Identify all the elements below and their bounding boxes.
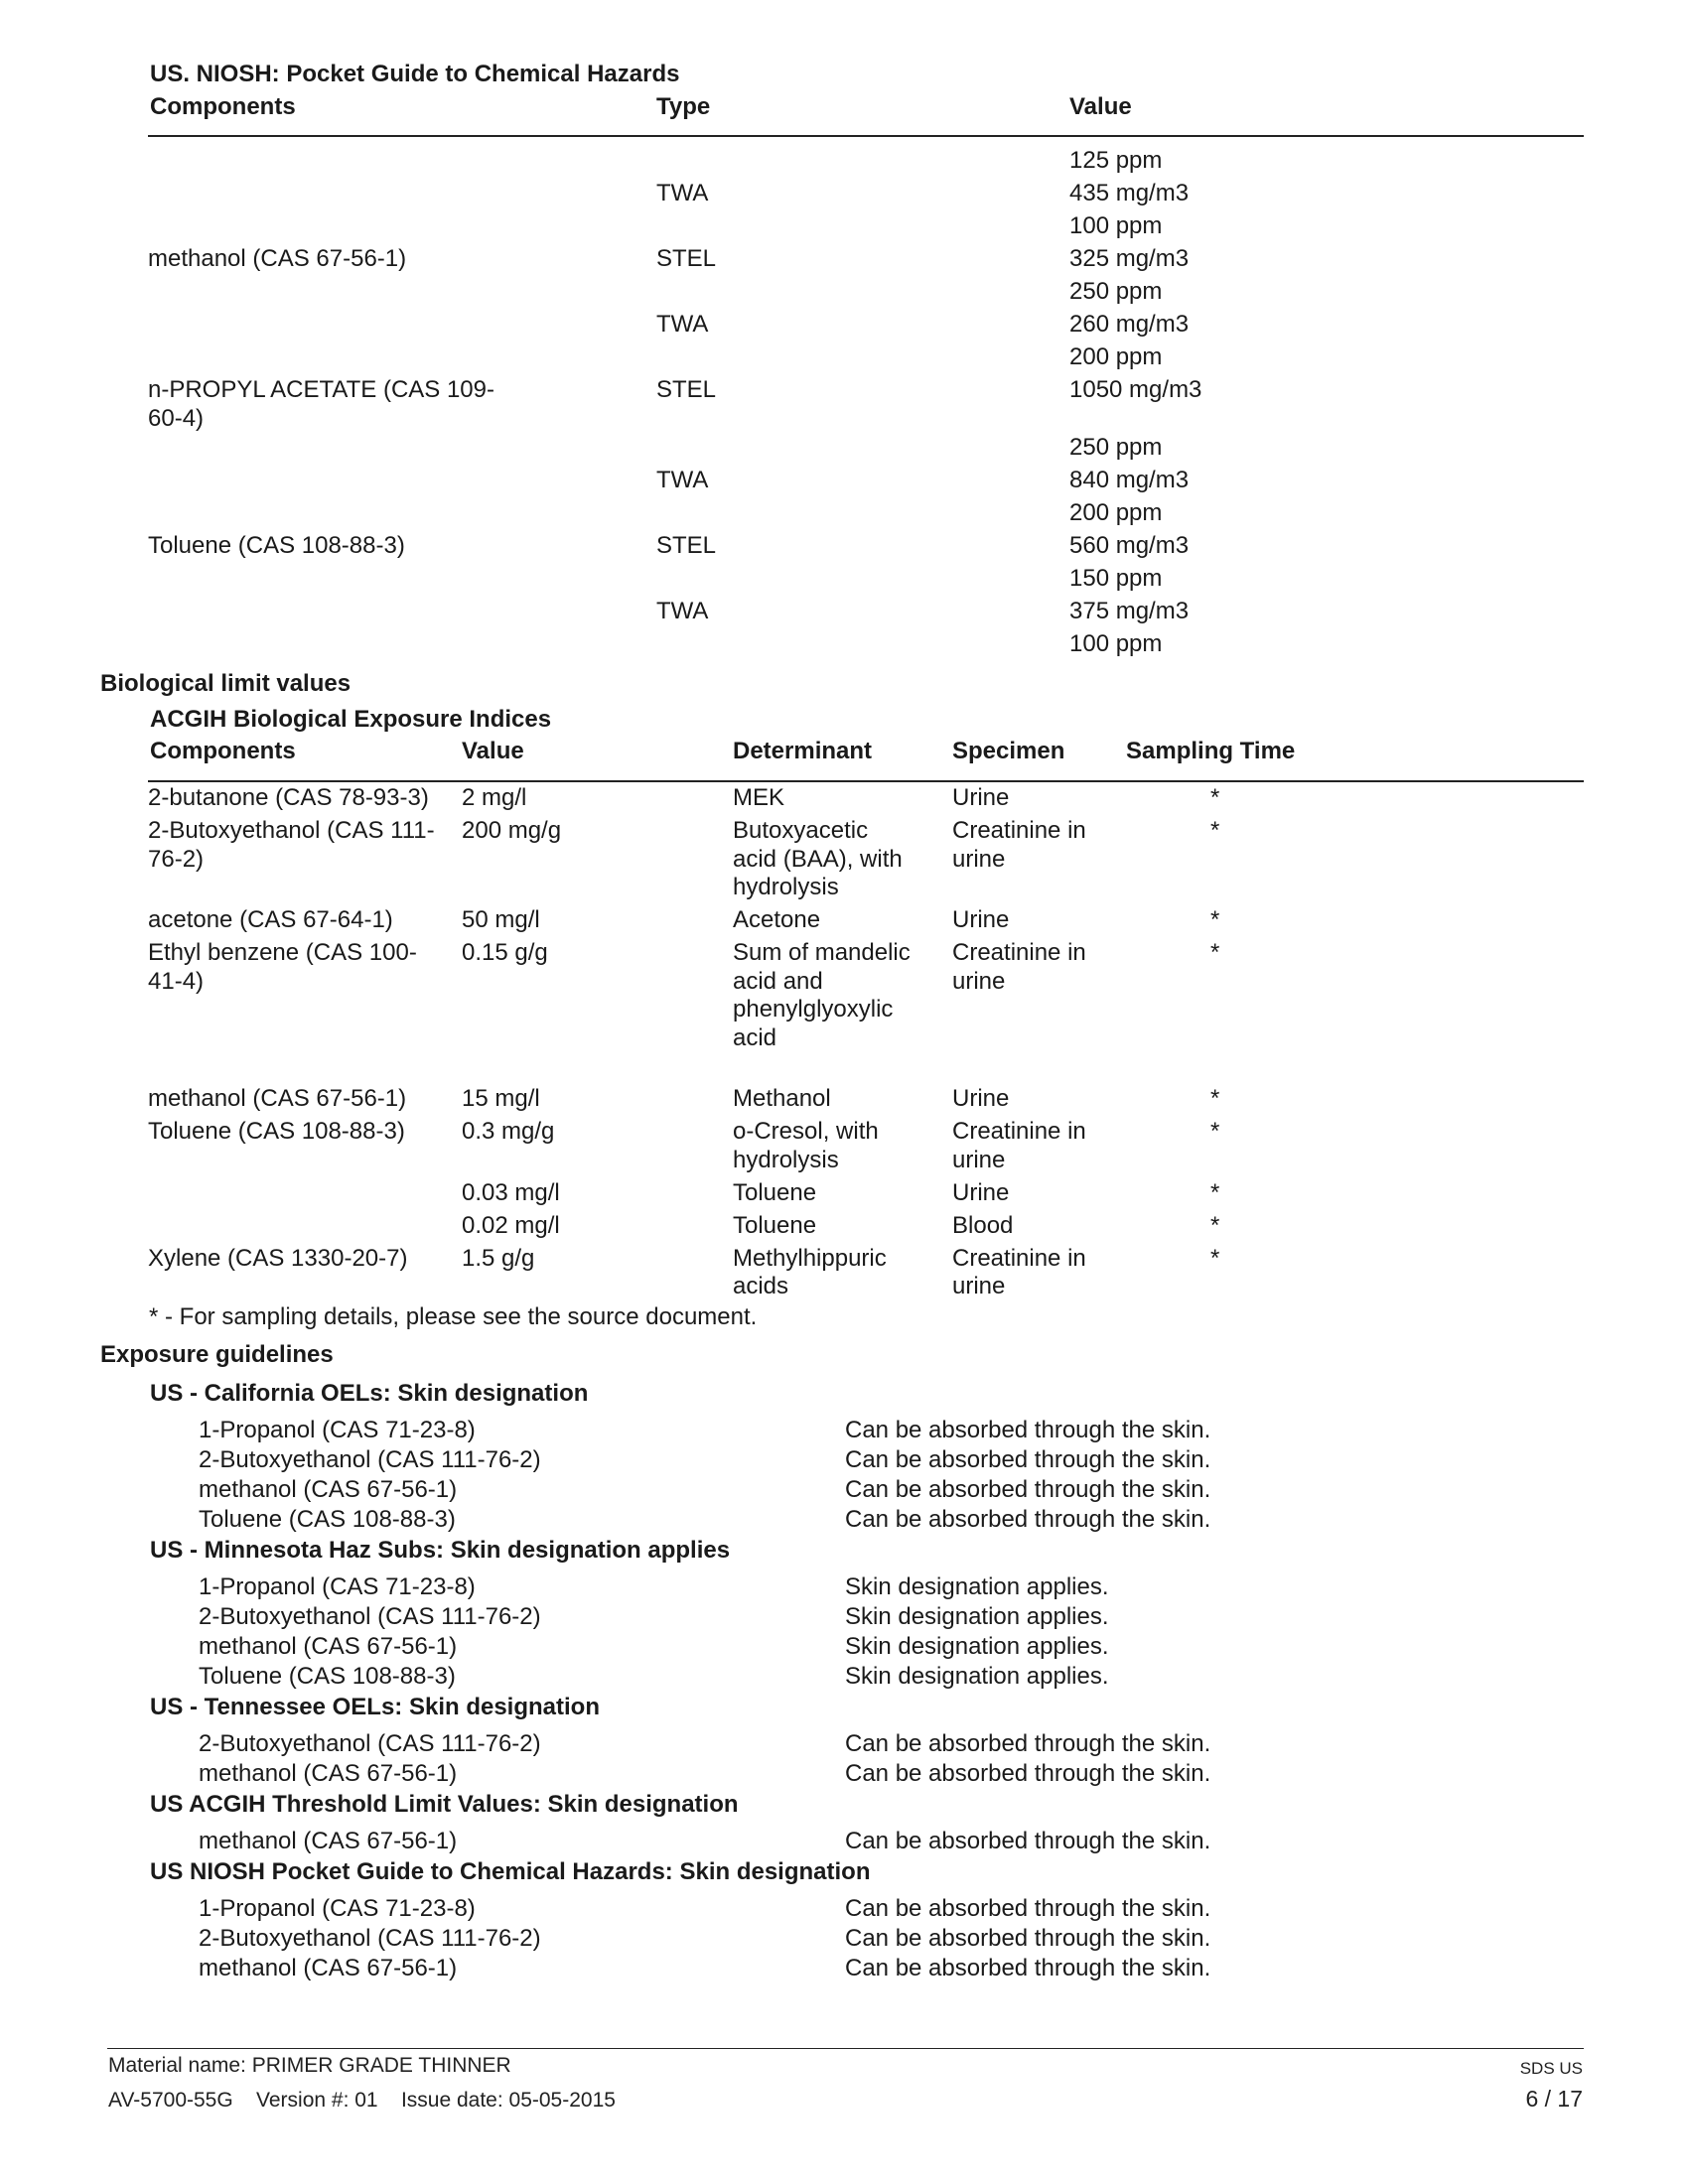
bei-value-cell: 0.3 mg/g: [462, 1118, 555, 1145]
skin-item-substance: 1-Propanol (CAS 71-23-8): [199, 1417, 476, 1443]
niosh-value-cell: 100 ppm: [1069, 212, 1163, 239]
skin-designation-item: [0, 1954, 1688, 1983]
bei-determinant-cell: Toluene: [733, 1211, 817, 1239]
skin-designation-group: [0, 1535, 1688, 1692]
skin-designation-item: [0, 1416, 1688, 1445]
niosh-table-row: [148, 464, 1584, 496]
bei-sampling-time-cell: *: [1210, 939, 1220, 966]
bei-specimen-cell: Urine: [952, 784, 1010, 811]
niosh-table-row: [148, 562, 1584, 595]
skin-item-substance: methanol (CAS 67-56-1): [199, 1955, 458, 1981]
skin-item-designation: Can be absorbed through the skin.: [845, 1828, 1211, 1854]
bei-table-row: [148, 1085, 1584, 1118]
bei-header-determinant: Determinant: [733, 738, 873, 764]
skin-item-substance: Toluene (CAS 108-88-3): [199, 1506, 456, 1533]
niosh-table-row: [148, 341, 1584, 373]
niosh-table-row: [148, 627, 1584, 660]
niosh-table-row: [148, 308, 1584, 341]
bei-table-row: [148, 906, 1584, 939]
niosh-type-cell: STEL: [656, 245, 717, 272]
bei-value-cell: 1.5 g/g: [462, 1244, 535, 1272]
bei-component-cell: 2-butanone (CAS 78-93-3): [148, 784, 429, 811]
bei-table-row: [148, 1118, 1584, 1179]
skin-group-title: US ACGIH Threshold Limit Values: Skin designation: [150, 1791, 739, 1818]
niosh-header-components: Components: [150, 93, 296, 120]
bei-sampling-time-cell: *: [1210, 906, 1220, 933]
bei-component-cell: Ethyl benzene (CAS 100-41-4): [148, 939, 417, 995]
footer-sds-label: SDS US: [1519, 2059, 1583, 2078]
skin-group-title: US NIOSH Pocket Guide to Chemical Hazards: Skin designation: [150, 1858, 871, 1885]
footer-rule: [107, 2048, 1584, 2049]
skin-item-substance: methanol (CAS 67-56-1): [199, 1476, 458, 1503]
skin-designation-item: [0, 1894, 1688, 1924]
bei-header-rule: [148, 780, 1584, 782]
skin-designation-item: [0, 1475, 1688, 1505]
bei-specimen-cell: Urine: [952, 1085, 1010, 1112]
bei-table-row: [148, 784, 1584, 817]
skin-item-designation: Can be absorbed through the skin.: [845, 1506, 1211, 1533]
skin-item-designation: Can be absorbed through the skin.: [845, 1476, 1211, 1503]
skin-group-title: US - California OELs: Skin designation: [150, 1380, 589, 1407]
footer-document-info: AV-5700-55G Version #: 01 Issue date: 05-05-2015: [108, 2089, 616, 2112]
niosh-header-rule: [148, 135, 1584, 137]
niosh-table-row: [148, 144, 1584, 177]
skin-item-designation: Can be absorbed through the skin.: [845, 1895, 1211, 1922]
skin-item-substance: 2-Butoxyethanol (CAS 111-76-2): [199, 1730, 541, 1757]
niosh-table-row: [148, 177, 1584, 209]
bei-specimen-cell: Creatinine in urine: [952, 817, 1086, 873]
bei-value-cell: 50 mg/l: [462, 906, 540, 933]
bei-determinant-cell: Methylhippuric acids: [733, 1244, 887, 1299]
niosh-type-cell: TWA: [656, 180, 709, 206]
bei-determinant-cell: Sum of mandelic acid and phenylglyoxylic acid: [733, 939, 911, 1051]
skin-designation-item: [0, 1505, 1688, 1535]
bei-component-cell: methanol (CAS 67-56-1): [148, 1085, 407, 1112]
niosh-table-row: [148, 529, 1584, 562]
bei-determinant-cell: MEK: [733, 784, 785, 811]
footer-material-name: Material name: PRIMER GRADE THINNER: [108, 2054, 511, 2077]
bei-specimen-cell: Urine: [952, 1178, 1010, 1206]
bei-determinant-cell: Methanol: [733, 1085, 831, 1112]
skin-designation-list: [0, 1378, 1688, 1983]
bei-sampling-time-cell: *: [1210, 1211, 1220, 1239]
bei-header-components: Components: [150, 738, 296, 764]
niosh-value-cell: 1050 mg/m3: [1069, 376, 1202, 403]
bei-table-row: [148, 1179, 1584, 1212]
skin-item-substance: 2-Butoxyethanol (CAS 111-76-2): [199, 1925, 541, 1952]
skin-designation-item: [0, 1759, 1688, 1789]
niosh-value-cell: 325 mg/m3: [1069, 245, 1190, 272]
niosh-component-cell: Toluene (CAS 108-88-3): [148, 532, 405, 559]
skin-item-substance: methanol (CAS 67-56-1): [199, 1828, 458, 1854]
skin-item-designation: Skin designation applies.: [845, 1633, 1109, 1660]
skin-designation-item: [0, 1729, 1688, 1759]
skin-designation-group: [0, 1692, 1688, 1789]
niosh-value-cell: 435 mg/m3: [1069, 180, 1190, 206]
skin-item-substance: 2-Butoxyethanol (CAS 111-76-2): [199, 1446, 541, 1473]
niosh-type-cell: TWA: [656, 467, 709, 493]
bei-component-cell: Toluene (CAS 108-88-3): [148, 1118, 405, 1145]
skin-item-designation: Can be absorbed through the skin.: [845, 1417, 1211, 1443]
skin-item-designation: Can be absorbed through the skin.: [845, 1955, 1211, 1981]
bei-determinant-cell: o-Cresol, with hydrolysis: [733, 1118, 879, 1173]
skin-item-substance: 1-Propanol (CAS 71-23-8): [199, 1895, 476, 1922]
niosh-value-cell: 375 mg/m3: [1069, 598, 1190, 624]
bei-determinant-cell: Acetone: [733, 906, 821, 933]
niosh-value-cell: 125 ppm: [1069, 147, 1163, 174]
niosh-value-cell: 560 mg/m3: [1069, 532, 1190, 559]
skin-item-designation: Skin designation applies.: [845, 1663, 1109, 1690]
skin-group-title: US - Minnesota Haz Subs: Skin designation applies: [150, 1537, 731, 1564]
skin-item-designation: Can be absorbed through the skin.: [845, 1925, 1211, 1952]
niosh-table-row: [148, 373, 1584, 431]
bei-value-cell: 0.15 g/g: [462, 939, 548, 966]
bei-sampling-time-cell: *: [1210, 1085, 1220, 1112]
bei-sampling-time-cell: *: [1210, 1178, 1220, 1206]
skin-item-substance: 2-Butoxyethanol (CAS 111-76-2): [199, 1603, 541, 1630]
niosh-type-cell: TWA: [656, 311, 709, 338]
niosh-table-row: [148, 595, 1584, 627]
niosh-component-cell: n-PROPYL ACETATE (CAS 109-60-4): [148, 376, 494, 432]
bei-table-body: [148, 784, 1584, 1305]
niosh-value-cell: 200 ppm: [1069, 343, 1163, 370]
bei-component-cell: acetone (CAS 67-64-1): [148, 906, 393, 933]
niosh-type-cell: TWA: [656, 598, 709, 624]
skin-item-designation: Can be absorbed through the skin.: [845, 1760, 1211, 1787]
niosh-table-title: US. NIOSH: Pocket Guide to Chemical Hazards: [150, 61, 680, 87]
bei-table-row: [148, 939, 1584, 1085]
niosh-value-cell: 100 ppm: [1069, 630, 1163, 657]
skin-item-substance: 1-Propanol (CAS 71-23-8): [199, 1573, 476, 1600]
bei-sampling-time-cell: *: [1210, 784, 1220, 811]
bei-sampling-time-cell: *: [1210, 817, 1220, 844]
niosh-header-value: Value: [1069, 93, 1132, 120]
skin-item-designation: Can be absorbed through the skin.: [845, 1446, 1211, 1473]
skin-designation-group: [0, 1856, 1688, 1983]
skin-designation-item: [0, 1924, 1688, 1954]
bei-specimen-cell: Creatinine in urine: [952, 1244, 1086, 1299]
niosh-value-cell: 260 mg/m3: [1069, 311, 1190, 338]
bei-determinant-cell: Butoxyacetic acid (BAA), with hydrolysis: [733, 817, 903, 900]
niosh-table-body: [148, 144, 1584, 660]
bei-specimen-cell: Blood: [952, 1211, 1014, 1239]
skin-item-substance: methanol (CAS 67-56-1): [199, 1633, 458, 1660]
skin-designation-group: [0, 1789, 1688, 1856]
niosh-type-cell: STEL: [656, 532, 717, 559]
niosh-component-cell: methanol (CAS 67-56-1): [148, 245, 407, 272]
bei-sampling-time-cell: *: [1210, 1244, 1220, 1272]
skin-designation-item: [0, 1572, 1688, 1602]
bei-header-sampling-time: Sampling Time: [1126, 738, 1296, 764]
bei-footnote: * - For sampling details, please see the source document.: [149, 1303, 758, 1330]
bei-specimen-cell: Creatinine in urine: [952, 1118, 1086, 1173]
skin-designation-item: [0, 1827, 1688, 1856]
niosh-value-cell: 250 ppm: [1069, 434, 1163, 461]
niosh-table-row: [148, 275, 1584, 308]
biological-section-title: Biological limit values: [100, 670, 352, 697]
niosh-value-cell: 250 ppm: [1069, 278, 1163, 305]
niosh-table-row: [148, 242, 1584, 275]
bei-determinant-cell: Toluene: [733, 1178, 817, 1206]
niosh-value-cell: 840 mg/m3: [1069, 467, 1190, 493]
bei-table-row: [148, 1212, 1584, 1245]
niosh-table-row: [148, 431, 1584, 464]
bei-header-specimen: Specimen: [952, 738, 1065, 764]
bei-table-row: [148, 1245, 1584, 1306]
bei-header-value: Value: [462, 738, 524, 764]
bei-value-cell: 0.02 mg/l: [462, 1211, 560, 1239]
skin-designation-group: [0, 1378, 1688, 1535]
bei-value-cell: 15 mg/l: [462, 1085, 540, 1112]
bei-table-row: [148, 817, 1584, 906]
niosh-header-type: Type: [656, 93, 711, 120]
skin-designation-item: [0, 1445, 1688, 1475]
skin-designation-item: [0, 1602, 1688, 1632]
bei-component-cell: 2-Butoxyethanol (CAS 111-76-2): [148, 817, 435, 873]
skin-designation-item: [0, 1632, 1688, 1662]
skin-group-title: US - Tennessee OELs: Skin designation: [150, 1694, 600, 1720]
footer-page-number: 6 / 17: [1525, 2086, 1583, 2112]
niosh-value-cell: 200 ppm: [1069, 499, 1163, 526]
niosh-table-row: [148, 209, 1584, 242]
skin-item-designation: Skin designation applies.: [845, 1603, 1109, 1630]
exposure-section-title: Exposure guidelines: [100, 1341, 334, 1368]
skin-designation-item: [0, 1662, 1688, 1692]
bei-table-title: ACGIH Biological Exposure Indices: [150, 706, 552, 733]
skin-item-designation: Can be absorbed through the skin.: [845, 1730, 1211, 1757]
bei-sampling-time-cell: *: [1210, 1118, 1220, 1145]
niosh-value-cell: 150 ppm: [1069, 565, 1163, 592]
bei-value-cell: 2 mg/l: [462, 784, 527, 811]
bei-value-cell: 0.03 mg/l: [462, 1178, 560, 1206]
bei-component-cell: Xylene (CAS 1330-20-7): [148, 1244, 408, 1272]
niosh-table-row: [148, 496, 1584, 529]
bei-specimen-cell: Creatinine in urine: [952, 939, 1086, 995]
bei-specimen-cell: Urine: [952, 906, 1010, 933]
skin-item-substance: methanol (CAS 67-56-1): [199, 1760, 458, 1787]
skin-item-designation: Skin designation applies.: [845, 1573, 1109, 1600]
bei-value-cell: 200 mg/g: [462, 817, 562, 844]
niosh-type-cell: STEL: [656, 376, 717, 403]
skin-item-substance: Toluene (CAS 108-88-3): [199, 1663, 456, 1690]
